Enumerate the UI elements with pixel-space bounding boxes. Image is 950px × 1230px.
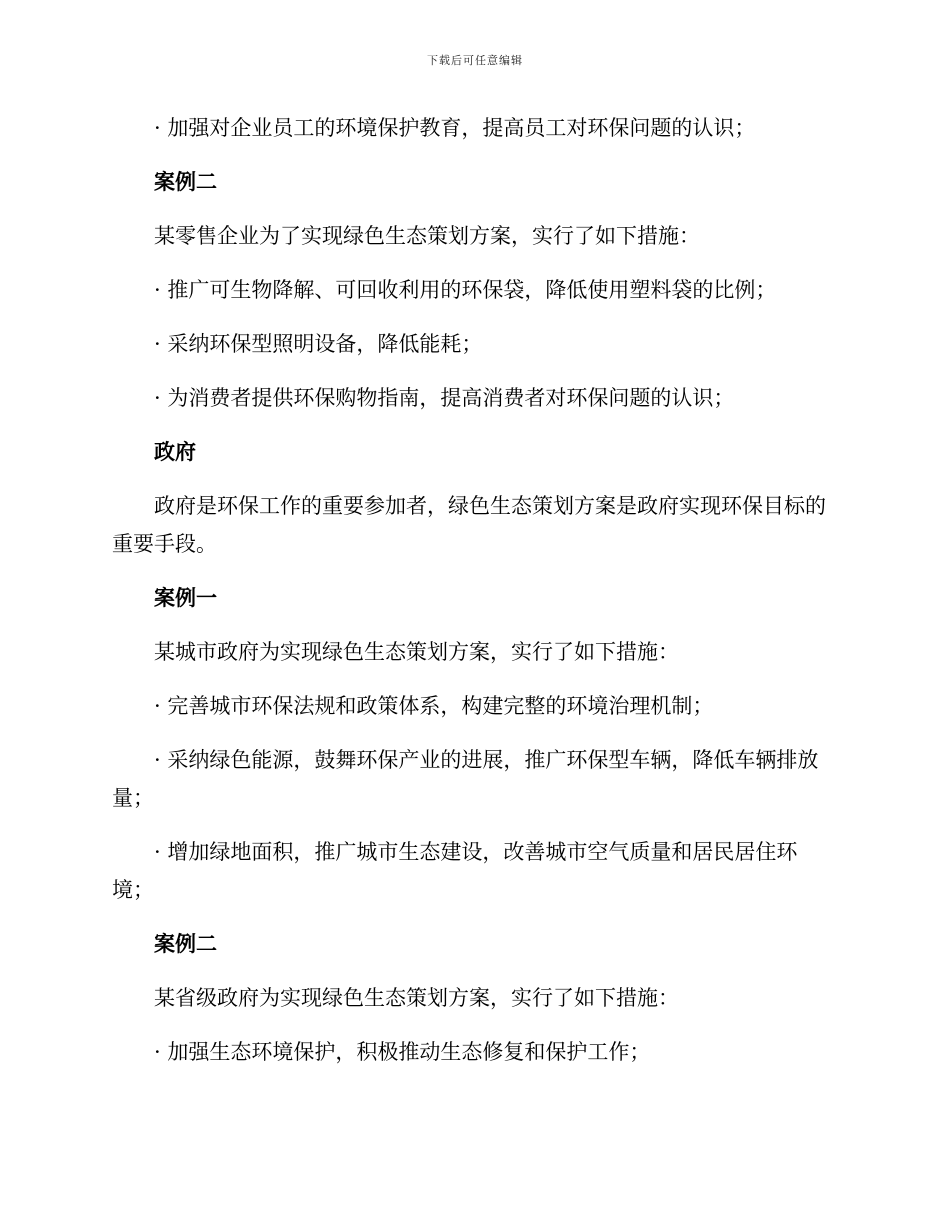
bullet-green-energy: · 采纳绿色能源，鼓舞环保产业的进展，推广环保型车辆，降低车辆排放量； bbox=[112, 748, 819, 810]
heading-case-one-government: 案例一 bbox=[154, 586, 217, 610]
heading-case-two-government: 案例二 bbox=[154, 932, 217, 956]
government-intro-paragraph: 政府是环保工作的重要参加者，绿色生态策划方案是政府实现环保目标的重要手段。 bbox=[112, 494, 826, 556]
page-header: 下载后可任意编辑 bbox=[427, 54, 523, 67]
province-intro-paragraph: 某省级政府为实现绿色生态策划方案，实行了如下措施： bbox=[154, 986, 679, 1010]
bullet-green-space: · 增加绿地面积，推广城市生态建设，改善城市空气质量和居民居住环境； bbox=[112, 840, 798, 902]
heading-government: 政府 bbox=[154, 440, 196, 464]
bullet-regulations: · 完善城市环保法规和政策体系，构建完整的环境治理机制； bbox=[154, 694, 714, 718]
bullet-lighting: · 采纳环保型照明设备，降低能耗； bbox=[154, 332, 483, 356]
bullet-ecological-protection: · 加强生态环境保护，积极推动生态修复和保护工作； bbox=[154, 1040, 651, 1064]
bullet-shopping-guide: · 为消费者提供环保购物指南，提高消费者对环保问题的认识； bbox=[154, 386, 735, 410]
city-intro-paragraph: 某城市政府为实现绿色生态策划方案，实行了如下措施： bbox=[154, 640, 679, 664]
document-body bbox=[112, 109, 832, 1087]
retail-intro-paragraph: 某零售企业为了实现绿色生态策划方案，实行了如下措施： bbox=[154, 224, 700, 248]
bullet-eco-bags: · 推广可生物降解、可回收利用的环保袋，降低使用塑料袋的比例； bbox=[154, 278, 777, 302]
bullet-staff-education: · 加强对企业员工的环境保护教育，提高员工对环保问题的认识； bbox=[154, 116, 756, 140]
heading-case-two-enterprise: 案例二 bbox=[154, 170, 217, 194]
